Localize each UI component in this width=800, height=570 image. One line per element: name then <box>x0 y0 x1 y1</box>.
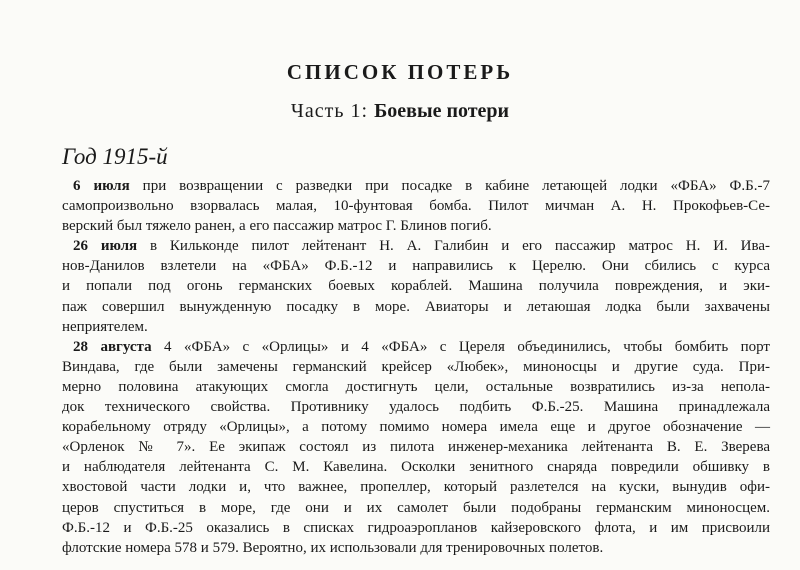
section-subtitle <box>0 100 800 123</box>
text-line <box>62 518 770 538</box>
text-line <box>62 437 770 457</box>
line-text: Виндава, где были замечены германский крейсер «Любек», миноносцы и другие суда. При- <box>62 358 770 375</box>
text-line <box>62 457 770 477</box>
line-text: «Орленок № 7». Ее экипаж состоял из пилота инженер-механика лейтенанта В. Е. Зверева <box>62 439 770 456</box>
line-text: Ф.Б.-12 и Ф.Б.-25 оказались в списках гидроаэропланов кайзеровского флота, и им присвоили <box>62 519 770 536</box>
text-line <box>62 357 770 377</box>
line-text: в Кильконде пилот лейтенант Н. А. Галибин и его пассажир матрос Н. И. Ива- <box>137 238 770 255</box>
line-text: и наблюдателя лейтенанта С. М. Кавелина. Осколки зенитного снаряда повредили обшивку в <box>62 459 770 476</box>
text-line <box>62 196 770 216</box>
page-title: СПИСОК ПОТЕРЬ <box>286 60 514 84</box>
line-text: самопроизвольно взорвалась малая, 10-фунтовая бомба. Пилот мичман А. Н. Прокофьев-Се- <box>62 198 770 215</box>
text-line <box>62 498 770 518</box>
text-line <box>62 176 770 196</box>
text-line <box>62 236 770 256</box>
line-text: нов-Данилов взлетели на «ФБА» Ф.Б.-12 и направились к Церелю. Они сбились с курса <box>62 258 770 275</box>
text-line <box>62 417 770 437</box>
year-heading: Год 1915-й <box>62 144 168 169</box>
text-line <box>62 276 770 296</box>
text-line <box>62 317 770 337</box>
line-text: флотские номера 578 и 579. Вероятно, их использовали для тренировочных полетов. <box>62 539 604 556</box>
line-text: 4 «ФБА» с «Орлицы» и 4 «ФБА» с Цереля объединились, чтобы бомбить порт <box>151 338 770 355</box>
document-body <box>62 176 770 558</box>
line-text: корабельному отряду «Орлицы», а потому помимо номера имела еще и другое обозначение — <box>62 419 770 436</box>
line-text: хвостовой части лодки и, что важнее, пропеллер, который разлетелся на куски, вынудив офи- <box>62 479 770 496</box>
text-line <box>62 337 770 357</box>
entry-date: 28 августа <box>73 338 152 355</box>
subtitle-prefix: Часть 1: <box>290 100 375 122</box>
line-text: церов спуститься в море, где они и их самолет были подобраны германским миноносцем. <box>62 499 770 516</box>
text-line <box>62 397 770 417</box>
line-text: верский был тяжело ранен, а его пассажир матрос Г. Блинов погиб. <box>62 218 492 235</box>
text-line <box>62 297 770 317</box>
line-text: мерно половина атакующих смогла достигнуть цели, остальные возвратились из-за непола- <box>62 378 770 395</box>
entry-date: 6 июля <box>73 178 130 194</box>
line-text: неприятелем. <box>62 318 148 335</box>
text-line <box>62 538 770 558</box>
text-line <box>62 256 770 276</box>
entry-date: 26 июля <box>73 238 138 255</box>
text-line <box>62 377 770 397</box>
text-line <box>62 216 770 236</box>
text-line <box>62 477 770 497</box>
subtitle-bold: Боевые потери <box>374 100 510 122</box>
line-text: док технического свойства. Противнику удалось подбить Ф.Б.-25. Машина принадлежала <box>62 399 770 416</box>
line-text: паж совершил вынужденную посадку в море. Авиаторы и летаюшая лодка были захвачены <box>62 298 770 315</box>
line-text: и попали под огонь германских боевых кораблей. Машина получила повреждения, и эки- <box>62 278 770 295</box>
line-text: при возвращении с разведки при посадке в кабине летающей лодки «ФБА» Ф.Б.-7 <box>129 178 770 194</box>
